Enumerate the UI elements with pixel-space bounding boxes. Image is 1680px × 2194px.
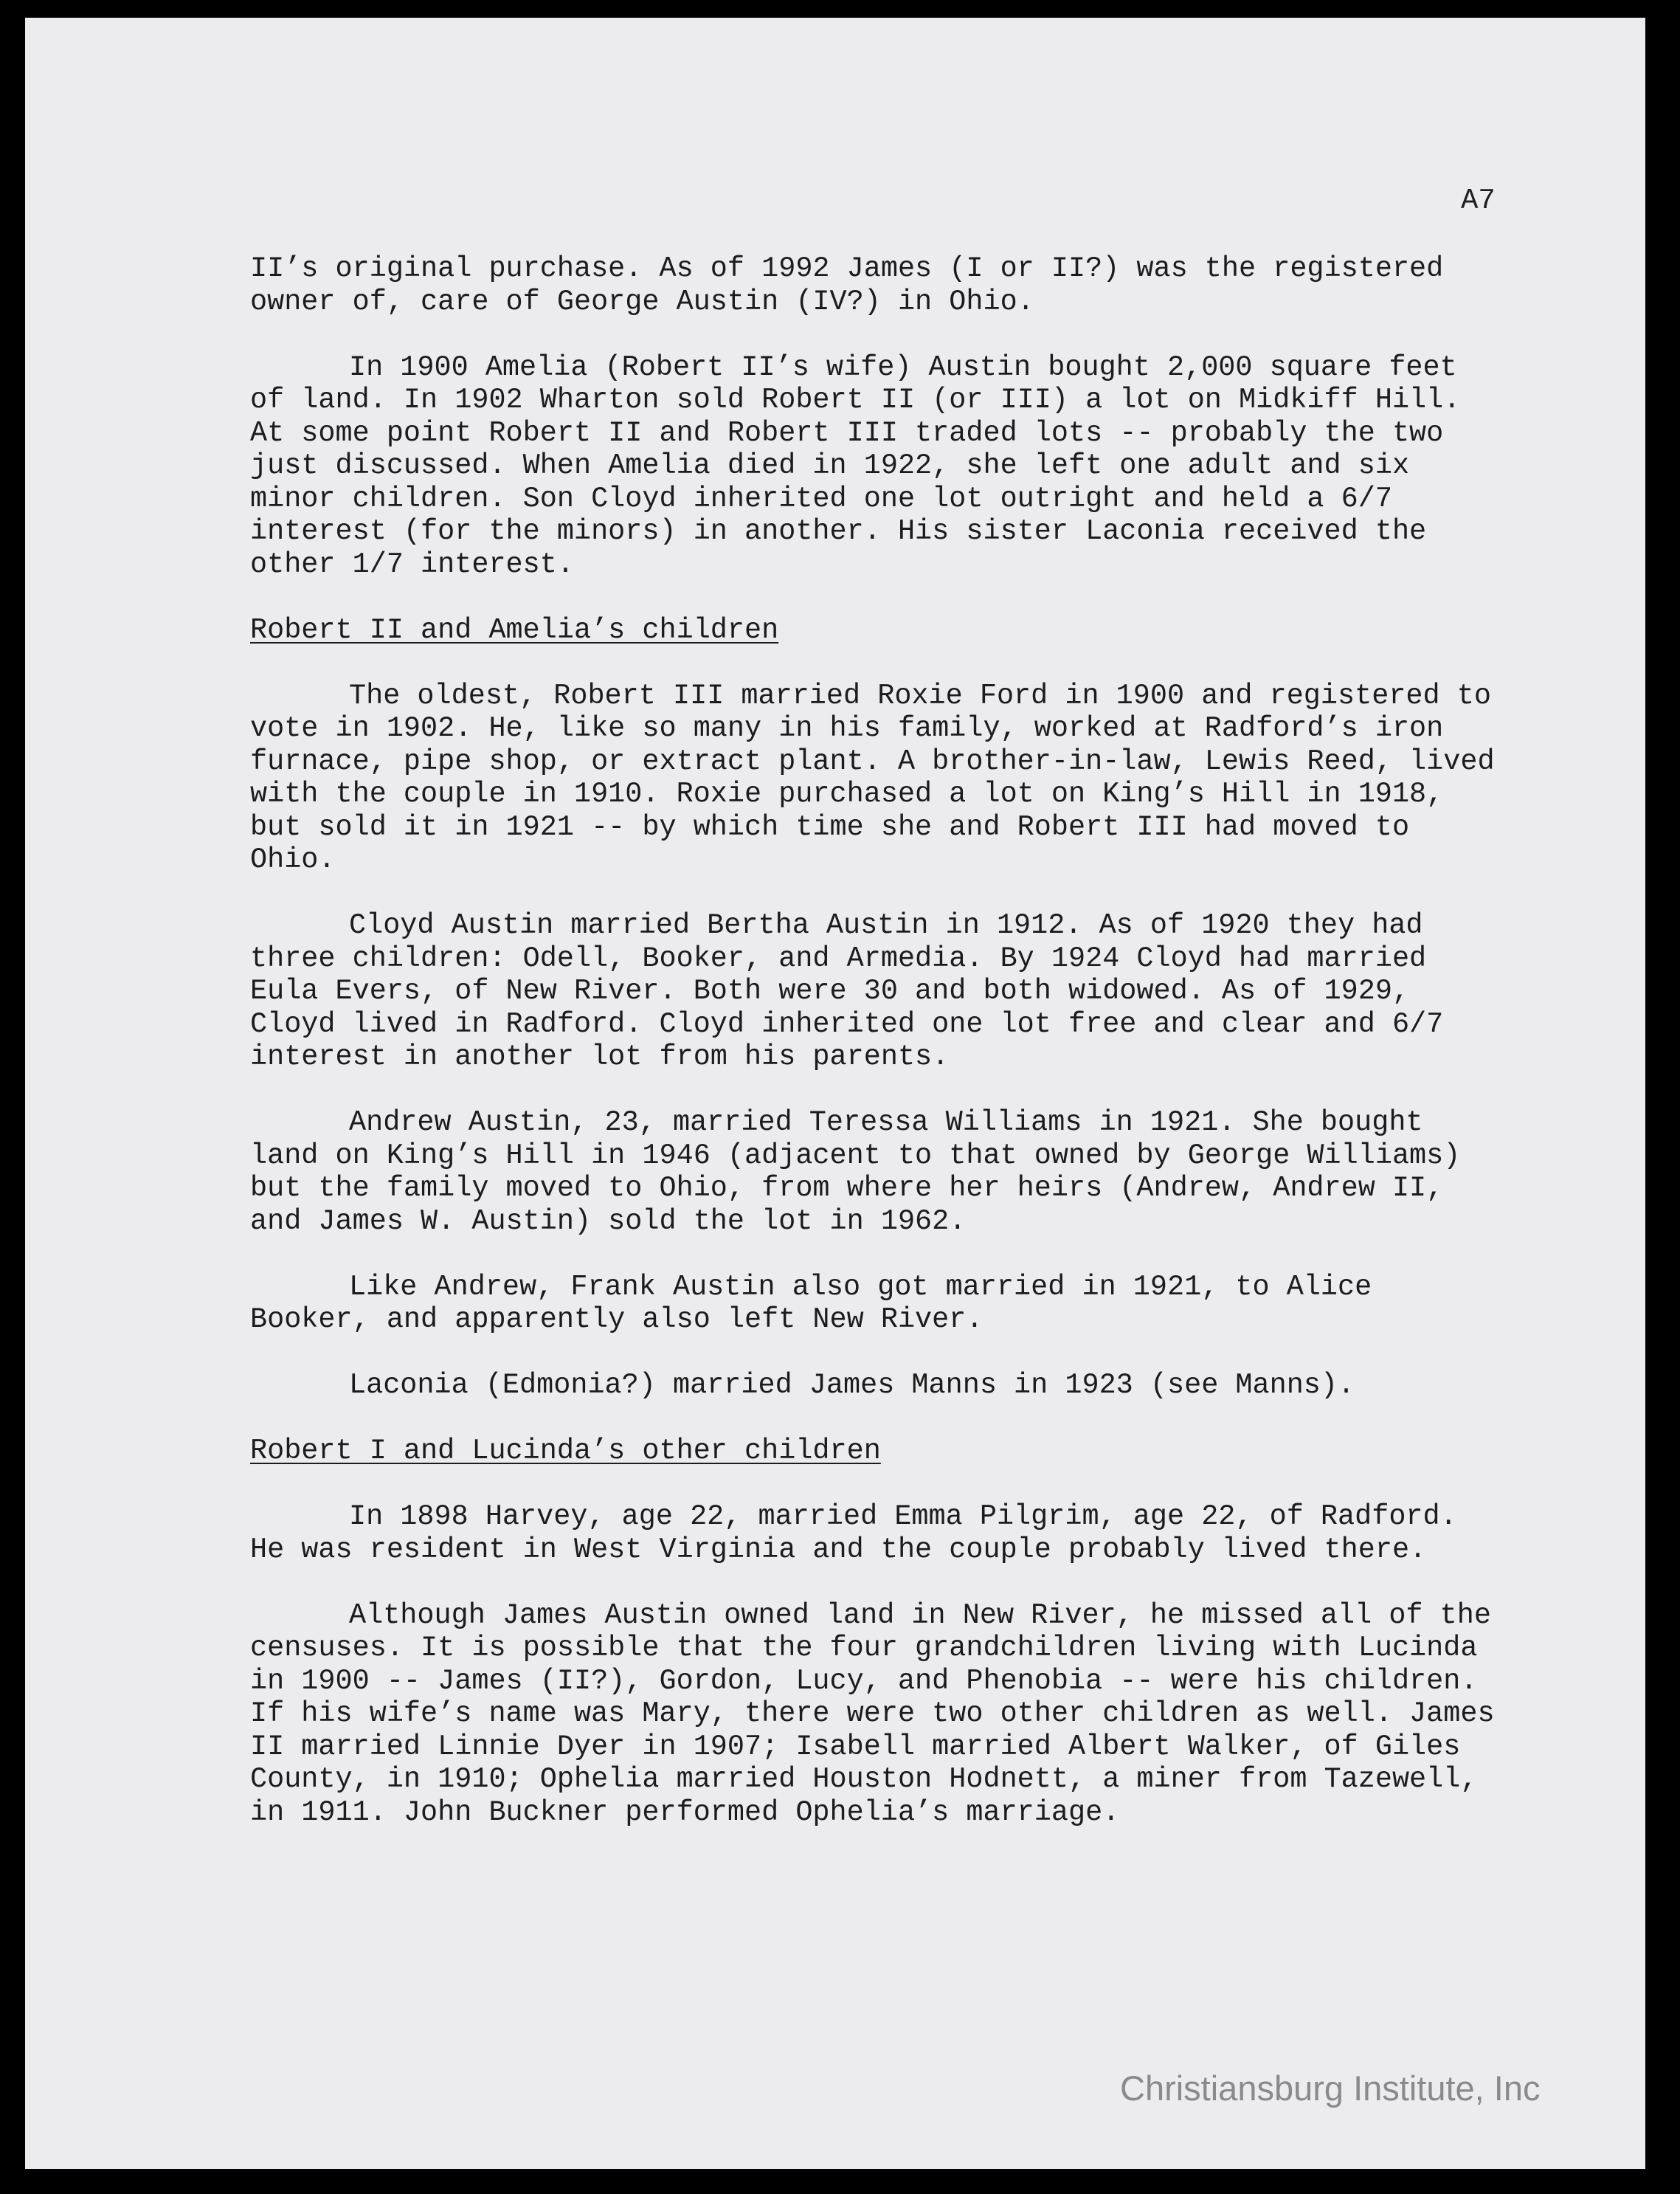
- paragraph-harvey: In 1898 Harvey, age 22, married Emma Pilgrim, age 22, of Radford. He was resident in West Virginia and the couple probably lived there.: [250, 1500, 1457, 1566]
- watermark-text: Christiansburg Institute, Inc: [1120, 2069, 1541, 2108]
- paragraph-frank: Like Andrew, Frank Austin also got married in 1921, to Alice Booker, and apparently also left New River.: [250, 1270, 1372, 1336]
- paragraph-robert-iii: The oldest, Robert III married Roxie Ford in 1900 and registered to vote in 1902. He, like so many in his family, worked at Radford’s iron furnace, pipe shop, or extract plant. A brother-in-law, Lewis Reed, lived with the couple in 1910. Roxie purchased a lot on King’s Hill in 1918, but sold it in 1921 -- by which time she and Robert III had moved to Ohio.: [250, 679, 1495, 876]
- paragraph-amelia-land: In 1900 Amelia (Robert II’s wife) Austin bought 2,000 square feet of land. In 1902 Wharton sold Robert II (or III) a lot on Midkiff Hill. At some point Robert II and Robert III traded lots -- probably the two just discussed. When Amelia died in 1922, she left one adult and six minor children. Son Cloyd inherited one lot outright and held a 6/7 interest (for the minors) in another. His sister Laconia received the other 1/7 interest.: [250, 351, 1461, 581]
- paragraph-andrew: Andrew Austin, 23, married Teressa Williams in 1921. She bought land on King’s Hill in 1946 (adjacent to that owned by George Williams) but the family moved to Ohio, from where her heirs (Andrew, Andrew II, and James W. Austin) sold the lot in 1962.: [250, 1106, 1461, 1238]
- page-number: A7: [1461, 184, 1496, 217]
- document-body: [250, 252, 1504, 1862]
- paragraph-laconia: Laconia (Edmonia?) married James Manns in 1923 (see Manns).: [349, 1369, 1355, 1401]
- paragraph-james: Although James Austin owned land in New River, he missed all of the censuses. It is possible that the four grandchildren living with Lucinda in 1900 -- James (II?), Gordon, Lucy, and Phenobia -- were his children. If his wife’s name was Mary, there were two other children as well. James II married Linnie Dyer in 1907; Isabell married Albert Walker, of Giles County, in 1910; Ophelia married Houston Hodnett, a miner from Tazewell, in 1911. John Buckner performed Ophelia’s marriage.: [250, 1598, 1495, 1829]
- paragraph-continuation: II’s original purchase. As of 1992 James (I or II?) was the registered owner of, care of George Austin (IV?) in Ohio.: [250, 252, 1444, 318]
- paragraph-cloyd: Cloyd Austin married Bertha Austin in 1912. As of 1920 they had three children: Odell, Booker, and Armedia. By 1924 Cloyd had married Eula Evers, of New River. Both were 30 and both widowed. As of 1929, Cloyd lived in Radford. Cloyd inherited one lot free and clear and 6/7 interest in another lot from his parents.: [250, 909, 1444, 1073]
- section-heading-robert-ii-children: Robert II and Amelia’s children: [250, 613, 779, 646]
- document-page: [25, 18, 1645, 2169]
- section-heading-robert-i-children: Robert I and Lucinda’s other children: [250, 1435, 881, 1467]
